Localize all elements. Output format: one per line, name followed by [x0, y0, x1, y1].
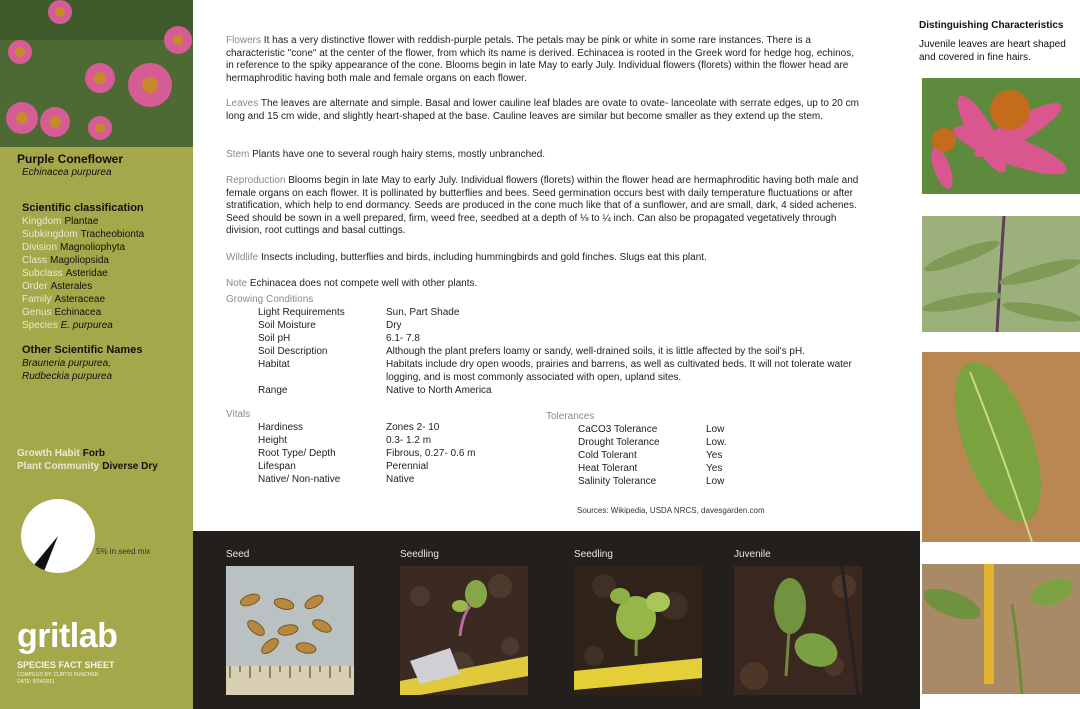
juvenile-photo [734, 566, 862, 695]
growing-value: Dry [386, 320, 402, 331]
tolerance-key: Heat Tolerant [578, 463, 638, 474]
paragraph-heading: Wildlife [226, 252, 259, 263]
gritlab-logo: gritlab [17, 617, 118, 655]
scientific-classification-heading: Scientific classification [22, 202, 144, 214]
growing-value: Habitats include dry open woods, prairies and barrens, as well as cultivated beds. It will not tolerate water logging, and is most commonly associated with open, upland sites. [386, 359, 852, 383]
classification-key: Family [22, 294, 52, 305]
classification-key: Species [22, 320, 58, 331]
classification-key: Class [22, 255, 48, 266]
other-name: Brauneria purpurea, [22, 358, 111, 369]
classification-key: Genus [22, 307, 52, 318]
vitals-key: Height [258, 435, 287, 446]
wildlife-paragraph [226, 252, 862, 265]
classification-row [22, 293, 105, 306]
growth-habit [17, 448, 105, 459]
flower-closeup-photo [922, 78, 1080, 194]
seed-photo [226, 566, 354, 695]
growing-conditions-heading: Growing Conditions [226, 294, 314, 305]
tolerance-key: Salinity Tolerance [578, 476, 657, 487]
vitals-key: Lifespan [258, 461, 296, 472]
growing-key: Light Requirements [258, 307, 345, 318]
classification-value: Asteraceae [54, 294, 106, 305]
seed-mix-label: 5% in seed mix [96, 547, 151, 556]
classification-row [22, 280, 92, 293]
growing-value: Native to North America [386, 385, 492, 396]
stem-leaves-photo [922, 216, 1080, 332]
reproduction-paragraph [226, 175, 862, 238]
stage-label-seedling-2: Seedling [574, 549, 613, 560]
classification-value: Magoliopsida [50, 255, 109, 266]
vitals-key: Root Type/ Depth [258, 448, 336, 459]
stage-label-juvenile: Juvenile [734, 549, 771, 560]
classification-value: Tracheobionta [80, 229, 145, 240]
growing-key: Soil Description [258, 346, 328, 357]
classification-key: Subkingdom [22, 229, 78, 240]
flowers-paragraph [226, 35, 862, 85]
paragraph-text: Blooms begin in late May to early July. Individual flowers (florets) within the flower head are hermaphroditic having both male and female organs on each flower. It is pollinated by butterflies and bees. Seed germination occurs best with daily temperature fluctuations or after stratification, which help to end dormancy. Seeds are produced in the cone much like that of a sunflower, and are small, dark, 4 sided achenes. Seed should be sown in a well prepared, firm, weed free, seedbed at a depth of ⅛ to ¼ inch. Can also be propagated vegetatively through division, root cuttings and basal cuttings. [226, 175, 859, 237]
distinguishing-text: Juvenile leaves are heart shaped and covered in fine hairs. [919, 39, 1066, 63]
other-names-heading: Other Scientific Names [22, 344, 143, 356]
vitals-value: Perennial [386, 461, 429, 472]
paragraph-text: Plants have one to several rough hairy stems, mostly unbranched. [249, 149, 546, 160]
classification-row [22, 241, 125, 254]
growth-habit-label: Growth Habit [17, 448, 80, 459]
paragraph-text: Echinacea does not compete well with other plants. [247, 278, 478, 289]
growing-key: Soil Moisture [258, 320, 316, 331]
classification-row [22, 319, 113, 332]
plant-community-label: Plant Community [17, 461, 100, 472]
leaf-closeup-photo [922, 352, 1080, 542]
vitals-heading: Vitals [226, 409, 251, 420]
leaves-paragraph [226, 98, 862, 123]
classification-value: Asterales [50, 281, 93, 292]
classification-row [22, 228, 144, 241]
tolerance-value: Low [706, 476, 725, 487]
stem-paragraph [226, 149, 862, 162]
vitals-value: Native [386, 474, 415, 485]
seed-mix-pie-chart [20, 498, 96, 574]
classification-row [22, 215, 98, 228]
tolerance-key: Cold Tolerant [578, 450, 637, 461]
classification-value: Echinacea [54, 307, 102, 318]
paragraph-heading: Note [226, 278, 248, 289]
tolerance-value: Yes [706, 450, 723, 461]
compiled-date: DATE: 8/24/2011 [17, 679, 55, 685]
vitals-value: Fibrous, 0.27- 0.6 m [386, 448, 476, 459]
note-paragraph [226, 278, 862, 291]
tolerance-value: Yes [706, 463, 723, 474]
classification-value: Magnoliophyta [60, 242, 126, 253]
plant-community [17, 461, 158, 472]
vitals-key: Native/ Non-native [258, 474, 341, 485]
paragraph-text: It has a very distinctive flower with reddish-purple petals. The petals may be pink or white in some rare instances. There is a characteristic "cone" at the center of the flower, from which its name is derived. Echinacea is rooted in the Greek word for hedge hog, echinos, in reference to the spiky appearance of the cone. Blooms begin in late May to early July. Individual flowers (florets) within the flower head are hermaphroditic having both male and female organs on each flower. [226, 35, 854, 84]
sources-line: Sources: Wikipedia, USDA NRCS, davesgarden.com [577, 506, 765, 515]
seedling-photo-2 [574, 566, 702, 695]
classification-key: Kingdom [22, 216, 62, 227]
compiled-by: COMPILED BY: CURTIS PUNCHER [17, 672, 99, 678]
tolerance-key: CaCO3 Tolerance [578, 424, 658, 435]
paragraph-text: The leaves are alternate and simple. Basal and lower cauline leaf blades are ovate to ovate- lanceolate with serrate edges, up to 20 cm long and 15 cm wide, and slightly heart-shaped at the base. Cauline leaves are similar but become smaller as they extend up the stem. [226, 98, 859, 122]
sidebar [0, 0, 193, 709]
tolerances-heading: Tolerances [546, 411, 595, 422]
classification-row [22, 306, 101, 319]
growing-key: Range [258, 385, 288, 396]
paragraph-heading: Reproduction [226, 175, 286, 186]
growing-value: Although the plant prefers loamy or sandy, well-drained soils, it is little affected by the soil's pH. [386, 346, 805, 357]
stage-label-seed: Seed [226, 549, 250, 560]
other-name: Rudbeckia purpurea [22, 371, 113, 382]
hero-flower-photo [0, 0, 193, 147]
classification-row [22, 254, 109, 267]
growing-key: Soil pH [258, 333, 291, 344]
growth-habit-value: Forb [82, 448, 105, 459]
sheet-title: SPECIES FACT SHEET [17, 660, 115, 670]
growing-key: Habitat [258, 359, 290, 370]
growing-value: Sun, Part Shade [386, 307, 460, 318]
paragraph-heading: Stem [226, 149, 250, 160]
growing-value: 6.1- 7.8 [386, 333, 420, 344]
vitals-value: 0.3- 1.2 m [386, 435, 432, 446]
latin-name: Echinacea purpurea [22, 167, 112, 178]
paragraph-heading: Leaves [226, 98, 259, 109]
tolerance-key: Drought Tolerance [578, 437, 660, 448]
tolerance-value: Low [706, 424, 725, 435]
vitals-key: Hardiness [258, 422, 304, 433]
seedling-photo-1 [400, 566, 528, 695]
stage-label-seedling-1: Seedling [400, 549, 439, 560]
classification-value: Plantae [64, 216, 99, 227]
juvenile-plant-photo [922, 564, 1080, 694]
paragraph-heading: Flowers [226, 35, 262, 46]
classification-value: E. purpurea [60, 320, 113, 331]
paragraph-text: Insects including, butterflies and birds, including hummingbirds and gold finches. Slugs eat this plant. [258, 252, 707, 263]
classification-key: Order [22, 281, 48, 292]
distinguishing-heading: Distinguishing Characteristics [919, 20, 1064, 31]
classification-key: Subclass [22, 268, 63, 279]
vitals-value: Zones 2- 10 [386, 422, 440, 433]
tolerance-value: Low. [706, 437, 727, 448]
plant-community-value: Diverse Dry [102, 461, 158, 472]
classification-value: Asteridae [65, 268, 108, 279]
classification-row [22, 267, 108, 280]
classification-key: Division [22, 242, 58, 253]
common-name: Purple Coneflower [17, 152, 124, 166]
